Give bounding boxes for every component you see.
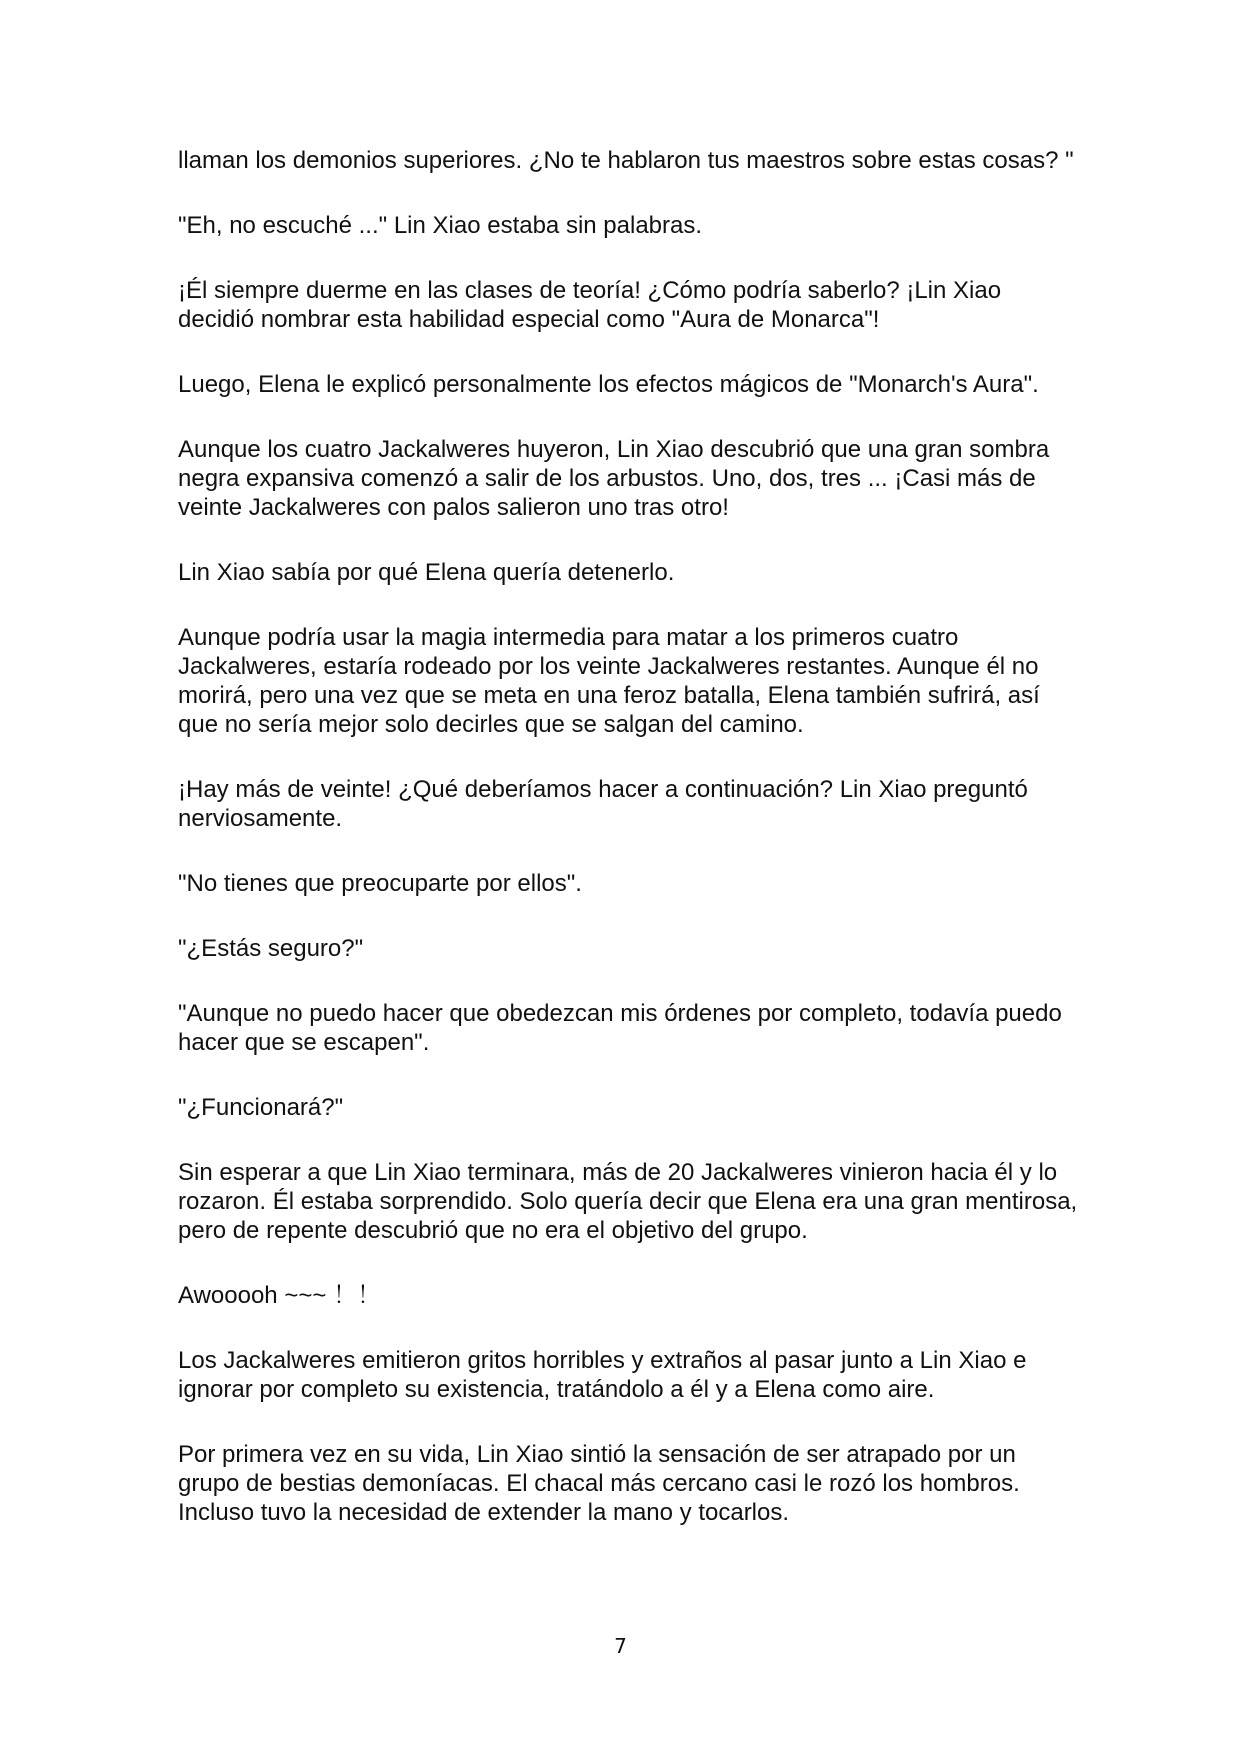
paragraph: llaman los demonios superiores. ¿No te hablaron tus maestros sobre estas cosas? " <box>178 147 1074 174</box>
paragraph: "Eh, no escuché ..." Lin Xiao estaba sin palabras. <box>178 212 703 239</box>
document-body <box>178 146 1078 1563</box>
paragraph: Aunque los cuatro Jackalweres huyeron, Lin Xiao descubrió que una gran sombra negra expansiva comenzó a salir de los arbustos. Uno, dos, tres ... ¡Casi más de veinte Jackalweres con palos salieron uno tras otro! <box>178 436 1050 521</box>
paragraph: ¡Hay más de veinte! ¿Qué deberíamos hacer a continuación? Lin Xiao preguntó nerviosamente. <box>178 776 1028 832</box>
paragraph: Aunque podría usar la magia intermedia para matar a los primeros cuatro Jackalweres, estaría rodeado por los veinte Jackalweres restantes. Aunque él no morirá, pero una vez que se meta en una feroz batalla, Elena también sufrirá, así que no sería mejor solo decirles que se salgan del camino. <box>178 624 1040 738</box>
page-number: 7 <box>614 1634 627 1658</box>
paragraph: Sin esperar a que Lin Xiao terminara, más de 20 Jackalweres vinieron hacia él y lo rozaron. Él estaba sorprendido. Solo quería decir que Elena era una gran mentirosa, pero de repente descubrió que no era el objetivo del grupo. <box>178 1159 1078 1244</box>
paragraph: "Aunque no puedo hacer que obedezcan mis órdenes por completo, todavía puedo hacer que se escapen". <box>178 1000 1062 1056</box>
paragraph: Awooooh ~~~ ！！ <box>178 1282 382 1309</box>
paragraph: Lin Xiao sabía por qué Elena quería detenerlo. <box>178 559 675 586</box>
paragraph: Luego, Elena le explicó personalmente los efectos mágicos de "Monarch's Aura". <box>178 371 1039 398</box>
paragraph: "¿Funcionará?" <box>178 1094 344 1121</box>
paragraph: Por primera vez en su vida, Lin Xiao sintió la sensación de ser atrapado por un grupo de bestias demoníacas. El chacal más cercano casi le rozó los hombros. Incluso tuvo la necesidad de extender la mano y tocarlos. <box>178 1441 1020 1526</box>
paragraph: "No tienes que preocuparte por ellos". <box>178 870 582 897</box>
paragraph: ¡Él siempre duerme en las clases de teoría! ¿Cómo podría saberlo? ¡Lin Xiao decidió nombrar esta habilidad especial como "Aura de Monarca"! <box>178 277 1002 333</box>
paragraph: "¿Estás seguro?" <box>178 935 364 962</box>
paragraph: Los Jackalweres emitieron gritos horribles y extraños al pasar junto a Lin Xiao e ignorar por completo su existencia, tratándolo a él y a Elena como aire. <box>178 1347 1027 1403</box>
